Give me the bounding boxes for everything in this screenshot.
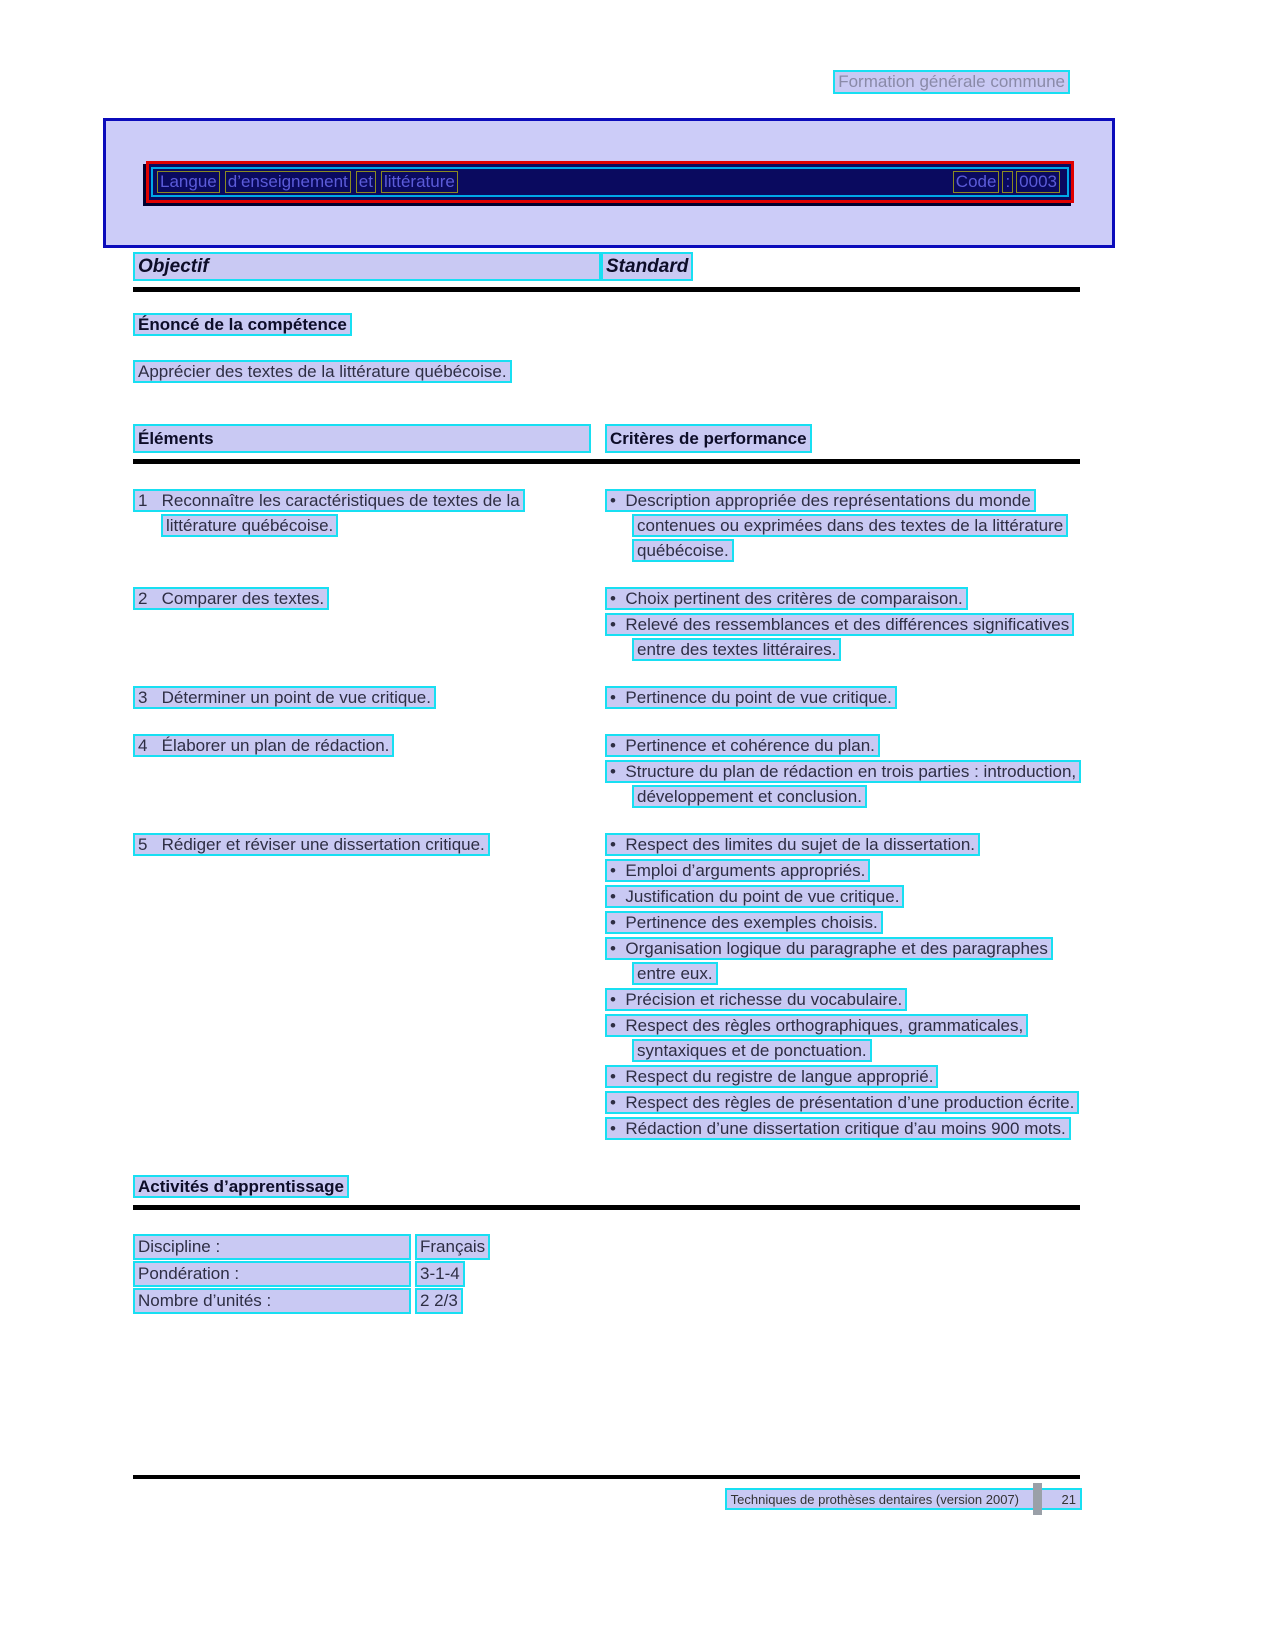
table-row: [133, 685, 1080, 711]
criterion-text: • Rédaction d’une dissertation critique d’au moins 900 mots.: [605, 1117, 1071, 1140]
criterion-text: • Respect des limites du sujet de la dissertation.: [605, 833, 980, 856]
criterion-item: [605, 759, 1080, 809]
criterion-item: [605, 685, 1080, 710]
criterion-item: [605, 858, 1080, 883]
element-text: 3 Déterminer un point de vue critique.: [133, 686, 436, 709]
element-text: 1 Reconnaître les caractéristiques de textes de la littérature québécoise.: [133, 489, 525, 537]
criterion-text: • Emploi d’arguments appropriés.: [605, 859, 870, 882]
elements-header: Éléments: [133, 424, 591, 453]
enonce-heading: Énoncé de la compétence: [133, 313, 352, 336]
divider-rule: [133, 1205, 1080, 1210]
criterion-item: [605, 910, 1080, 935]
course-title-word: et: [356, 171, 376, 193]
criteria-cell: [605, 586, 1080, 663]
criterion-text: • Organisation logique du paragraphe et des paragraphes entre eux.: [605, 937, 1053, 985]
activity-field-row: [133, 1288, 1080, 1314]
course-title-panel: [103, 118, 1115, 248]
watermark-text: Formation générale commune: [833, 70, 1070, 94]
activity-field-row: [133, 1234, 1080, 1260]
criterion-text: • Respect des règles orthographiques, grammaticales, syntaxiques et de ponctuation.: [605, 1014, 1028, 1062]
criterion-item: [605, 488, 1080, 563]
criterion-item: [605, 987, 1080, 1012]
footer-rule: [133, 1475, 1080, 1479]
criteria-cell: [605, 488, 1080, 564]
criterion-item: [605, 1064, 1080, 1089]
criterion-text: • Pertinence et cohérence du plan.: [605, 734, 880, 757]
criterion-text: • Respect des règles de présentation d’une production écrite.: [605, 1091, 1079, 1114]
table-row: [133, 733, 1080, 810]
criterion-item: [605, 1090, 1080, 1115]
criterion-text: • Respect du registre de langue approprié.: [605, 1065, 938, 1088]
course-code-value: 0003: [1016, 171, 1060, 193]
criterion-item: [605, 586, 1080, 611]
footer-separator-bar: [1033, 1483, 1042, 1515]
objectif-heading: Objectif: [133, 252, 601, 281]
competence-statement: Apprécier des textes de la littérature québécoise.: [133, 360, 512, 383]
performance-header: Critères de performance: [605, 424, 812, 453]
criteria-cell: [605, 832, 1080, 1142]
element-cell: [133, 488, 605, 564]
criteria-cell: [605, 733, 1080, 810]
criterion-item: [605, 884, 1080, 909]
page-number: 21: [1061, 1491, 1076, 1507]
element-text-wrap: [133, 488, 595, 538]
course-title-word: Langue: [157, 171, 220, 193]
criterion-text: • Pertinence du point de vue critique.: [605, 686, 897, 709]
activity-field-row: [133, 1261, 1080, 1287]
element-text-wrap: [133, 832, 595, 857]
element-cell: [133, 685, 605, 711]
element-cell: [133, 733, 605, 810]
activity-field-label: Pondération :: [133, 1261, 411, 1287]
criterion-item: [605, 1116, 1080, 1141]
table-row: [133, 832, 1080, 1142]
criterion-item: [605, 1013, 1080, 1063]
element-cell: [133, 832, 605, 1142]
criterion-text: • Pertinence des exemples choisis.: [605, 911, 883, 934]
element-cell: [133, 586, 605, 663]
course-code-separator: :: [1002, 171, 1013, 193]
course-title-bar: [146, 161, 1074, 203]
criterion-text: • Structure du plan de rédaction en trois parties : introduction, développement et conclusion.: [605, 760, 1081, 808]
main-content: [133, 250, 1080, 1315]
course-title-word: d’enseignement: [225, 171, 351, 193]
enonce-heading-row: [133, 312, 1080, 337]
criterion-item: [605, 612, 1080, 662]
activity-field-label: Discipline :: [133, 1234, 411, 1260]
activity-field-value: 2 2/3: [415, 1288, 463, 1314]
element-text-wrap: [133, 586, 595, 611]
course-title-strip: [151, 167, 1069, 197]
course-title-word: littérature: [381, 171, 458, 193]
criterion-text: • Choix pertinent des critères de comparaison.: [605, 587, 968, 610]
footer: [725, 1488, 1082, 1510]
element-text-wrap: [133, 733, 595, 758]
activity-field-label: Nombre d’unités :: [133, 1288, 411, 1314]
criterion-item: [605, 936, 1080, 986]
activities-heading-row: [133, 1174, 1080, 1199]
course-code-label: Code: [953, 171, 1000, 193]
standard-heading: Standard: [601, 252, 693, 281]
course-title-words: [157, 171, 463, 193]
divider-rule: [133, 287, 1080, 292]
table-row: [133, 586, 1080, 663]
criterion-item: [605, 832, 1080, 857]
criteria-cell: [605, 685, 1080, 711]
criterion-text: • Description appropriée des représentations du monde contenues ou exprimées dans des textes de la littérature québécoise.: [605, 489, 1068, 562]
activities-fields: [133, 1234, 1080, 1314]
activity-field-value: Français: [415, 1234, 490, 1260]
divider-rule: [133, 459, 1080, 464]
criterion-text: • Relevé des ressemblances et des différences significatives entre des textes littéraires.: [605, 613, 1074, 661]
footer-document-title: Techniques de prothèses dentaires (version 2007): [730, 1491, 1019, 1507]
course-code-group: [953, 171, 1063, 193]
element-text: 5 Rédiger et réviser une dissertation critique.: [133, 833, 490, 856]
objectif-standard-row: [133, 252, 1080, 281]
competence-statement-row: [133, 359, 1080, 384]
criterion-text: • Justification du point de vue critique.: [605, 885, 904, 908]
activities-heading: Activités d’apprentissage: [133, 1175, 349, 1198]
element-text-wrap: [133, 685, 595, 710]
element-text: 4 Élaborer un plan de rédaction.: [133, 734, 394, 757]
criterion-text: • Précision et richesse du vocabulaire.: [605, 988, 907, 1011]
table-header-row: [133, 424, 1080, 453]
element-text: 2 Comparer des textes.: [133, 587, 329, 610]
table-row: [133, 488, 1080, 564]
criterion-item: [605, 733, 1080, 758]
activity-field-value: 3-1-4: [415, 1261, 465, 1287]
criteria-rows: [133, 488, 1080, 1142]
